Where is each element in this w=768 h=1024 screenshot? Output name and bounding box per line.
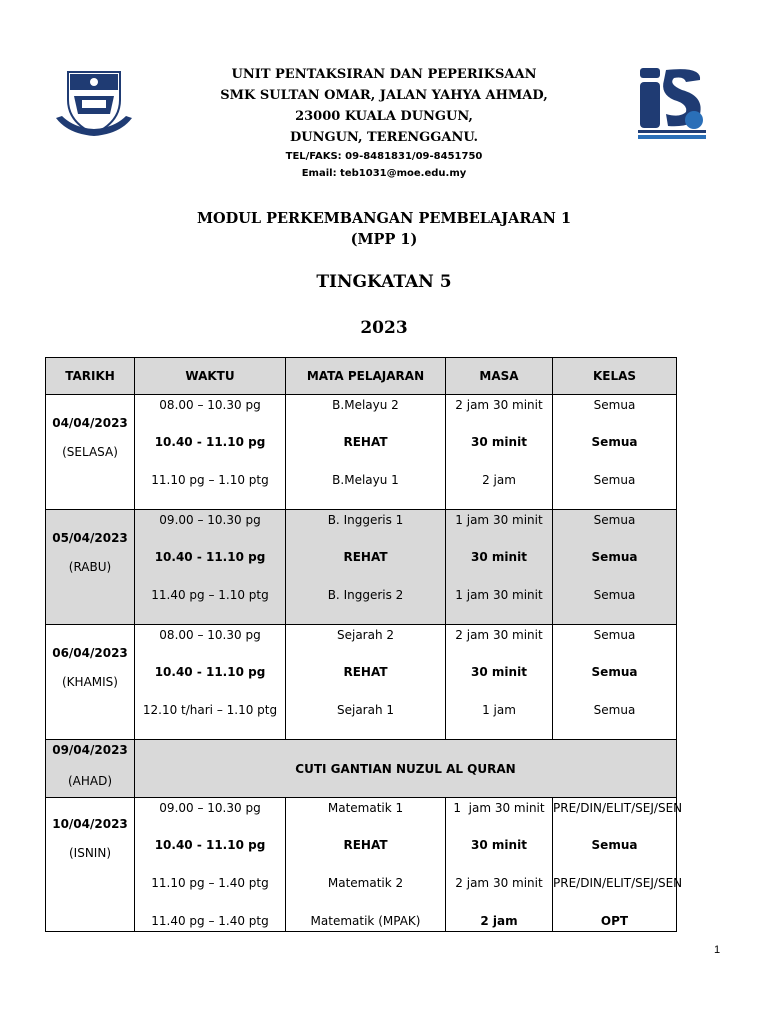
date: 05/04/2023 [52,531,128,545]
module-title [0,208,768,250]
time-slot: 11.10 pg – 1.10 ptg [151,473,269,487]
header-email: Email: teb1031@moe.edu.my [301,168,467,179]
class: Semua [591,550,638,564]
time-slot: 08.00 – 10.30 pg [159,628,261,642]
table-row [46,625,677,740]
duration: 30 minit [471,550,527,564]
subject: B. Inggeris 1 [327,513,404,527]
duration: 2 jam [480,914,518,928]
time-cell [135,395,286,510]
subject-cell [286,510,446,625]
duration: 1 jam 30 minit [453,801,545,815]
date-cell [46,510,135,625]
class-cell [553,510,677,625]
subject: B.Melayu 2 [332,398,399,412]
duration: 2 jam 30 minit [455,628,543,642]
duration: 30 minit [471,435,527,449]
time-slot: 10.40 - 11.10 pg [154,665,266,679]
time-slot: 09.00 – 10.30 pg [159,801,261,815]
class: Semua [591,435,638,449]
header-line: DUNGUN, TERENGGANU. [289,130,479,145]
header-telfax: TEL/FAKS: 09-8481831/09-8451750 [285,151,483,162]
time-slot: 09.00 – 10.30 pg [159,513,261,527]
duration-cell [446,395,553,510]
class-cell [553,395,677,510]
day: (ISNIN) [68,846,111,860]
subject: REHAT [343,838,388,852]
day: (KHAMIS) [62,675,118,689]
duration-cell [446,510,553,625]
subject-cell [286,625,446,740]
table-row [46,395,677,510]
date-cell [46,740,135,798]
date: 09/04/2023 [52,743,128,757]
page-number: 1 [714,944,721,956]
letterhead [140,64,628,182]
class: Semua [593,473,636,487]
time-cell [135,798,286,932]
duration: 1 jam 30 minit [455,588,543,602]
date-cell [46,625,135,740]
header-line: UNIT PENTAKSIRAN DAN PEPERIKSAAN [231,67,537,82]
is25-logo-icon [636,66,708,142]
class: Semua [593,588,636,602]
duration: 2 jam [482,473,516,487]
class: Semua [593,628,636,642]
class-cell [553,798,683,932]
date: 04/04/2023 [52,416,128,430]
table-row [46,798,677,932]
time-slot: 10.40 - 11.10 pg [154,838,266,852]
time-slot: 10.40 - 11.10 pg [154,550,266,564]
class: PRE/DIN/ELIT/SEJ/SEN [553,876,683,890]
subject: Sejarah 1 [336,703,395,717]
time-slot: 11.40 pg – 1.40 ptg [151,914,269,928]
time-slot: 10.40 - 11.10 pg [154,435,266,449]
class: Semua [591,838,638,852]
class: Semua [593,513,636,527]
time-cell [135,625,286,740]
day: (RABU) [68,560,112,574]
day: (SELASA) [62,445,118,459]
class: PRE/DIN/ELIT/SEJ/SEN [553,801,683,815]
header-mata-pelajaran: MATA PELAJARAN [286,358,446,395]
header-line: 23000 KUALA DUNGUN, [295,109,473,124]
subject: B. Inggeris 2 [327,588,404,602]
day: (AHAD) [67,774,113,788]
header-kelas: KELAS [553,358,677,395]
subject: Matematik 1 [327,801,404,815]
holiday-cell: CUTI GANTIAN NUZUL AL QURAN [135,740,677,798]
header-waktu: WAKTU [135,358,286,395]
subject: Matematik (MPAK) [310,914,421,928]
date: 06/04/2023 [52,646,128,660]
time-slot: 12.10 t/hari – 1.10 ptg [142,703,278,717]
subject-cell [286,395,446,510]
subject: B.Melayu 1 [332,473,399,487]
time-slot: 08.00 – 10.30 pg [159,398,261,412]
duration: 2 jam 30 minit [455,398,543,412]
duration-cell [446,798,553,932]
exam-schedule-table [45,357,683,932]
time-cell [135,510,286,625]
time-slot: 11.40 pg – 1.10 ptg [151,588,269,602]
date-cell [46,395,135,510]
table-row [46,740,677,798]
subject: Matematik 2 [327,876,404,890]
duration: 1 jam [482,703,516,717]
class: Semua [593,398,636,412]
header-masa: MASA [446,358,553,395]
table-header-row [46,358,677,395]
subject: REHAT [343,665,388,679]
module-name: MODUL PERKEMBANGAN PEMBELAJARAN 1 [196,210,572,227]
duration-cell [446,625,553,740]
table-row [46,510,677,625]
subject-cell [286,798,446,932]
school-crest-icon [54,66,134,140]
class: Semua [591,665,638,679]
subject: REHAT [343,435,388,449]
class: OPT [600,914,629,928]
subject: Sejarah 2 [336,628,395,642]
module-abbr: (MPP 1) [350,231,418,248]
date: 10/04/2023 [52,817,128,831]
duration: 30 minit [471,665,527,679]
form-title: TINGKATAN 5 [316,272,452,292]
duration: 1 jam 30 minit [455,513,543,527]
class-cell [553,625,677,740]
duration: 30 minit [471,838,527,852]
duration: 2 jam 30 minit [455,876,543,890]
year-title: 2023 [360,318,408,338]
class: Semua [593,703,636,717]
date-cell [46,798,135,932]
header-line: SMK SULTAN OMAR, JALAN YAHYA AHMAD, [220,88,548,103]
subject: REHAT [343,550,388,564]
time-slot: 11.10 pg – 1.40 ptg [151,876,269,890]
header-tarikh: TARIKH [46,358,135,395]
